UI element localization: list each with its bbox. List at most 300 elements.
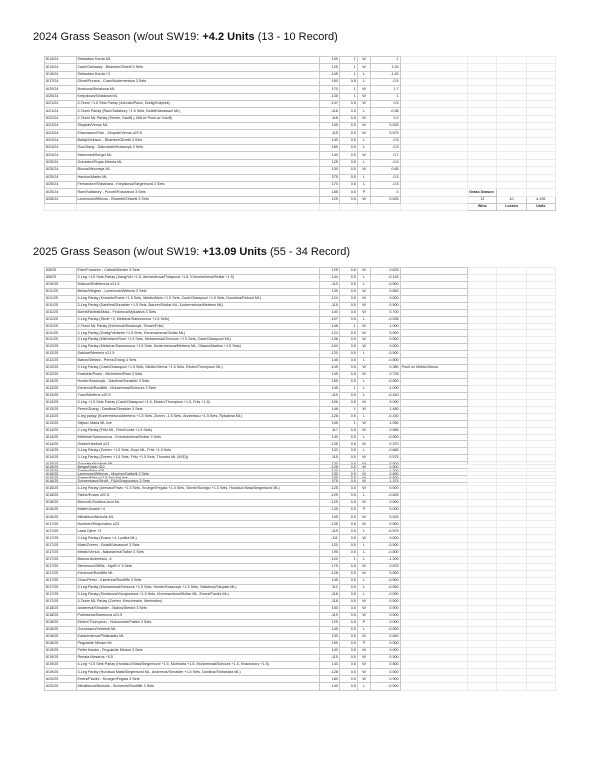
units-risked-cell: 0.5 — [339, 441, 357, 448]
units-risked-cell: 0.5 — [339, 79, 357, 86]
odds-cell: 155 — [319, 379, 339, 386]
empty-cell — [526, 137, 555, 144]
empty-cell — [526, 115, 555, 122]
odds-cell: 125 — [319, 620, 339, 627]
units-risked-cell: 0.5 — [339, 351, 357, 358]
date-cell: 6/11/25 — [45, 302, 77, 309]
date-cell: 6/18/25 — [45, 627, 77, 634]
profit-cell: 0.900 — [371, 676, 400, 683]
units-risked-cell: 0.5 — [339, 584, 357, 591]
result-cell: P — [357, 641, 371, 648]
date-cell: 6/19/25 — [45, 648, 77, 655]
empty-cell — [468, 676, 497, 683]
empty-cell — [497, 79, 526, 86]
empty-cell — [400, 115, 468, 122]
date-cell: 6/18/25 — [45, 620, 77, 627]
empty-cell — [526, 330, 555, 337]
result-cell: W — [357, 323, 371, 330]
table-row — [45, 337, 556, 344]
empty-cell — [468, 500, 497, 507]
units-risked-cell: 0.5 — [339, 358, 357, 365]
empty-cell — [400, 167, 468, 174]
bet-description-cell: 3-Team ML Parlay (Zverev, Kirschmann, Medvedev) — [76, 598, 319, 605]
date-cell: 6/19/25 — [45, 662, 77, 669]
date-cell: 6/17/25 — [45, 563, 77, 570]
units-risked-cell: 0.5 — [339, 549, 357, 556]
date-cell: 6/15/25 — [45, 476, 77, 483]
units-risked-cell: 0.5 — [339, 507, 357, 514]
bet-description-cell: Tiafoe/Evans o22.5 — [76, 493, 319, 500]
empty-cell — [400, 570, 468, 577]
empty-cell — [468, 598, 497, 605]
bet-description-cell: Pellet Hawks - Pegula/de Minaur 3 Sets — [76, 648, 319, 655]
profit-cell: 0.875 — [371, 563, 400, 570]
odds-cell: 145 — [319, 385, 339, 392]
odds-cell: -125 — [319, 486, 339, 493]
odds-cell: -135 — [319, 93, 339, 100]
note-cell — [400, 288, 468, 295]
profit-cell: 1 — [371, 57, 400, 64]
empty-cell — [526, 174, 555, 181]
empty-cell — [468, 281, 497, 288]
empty-cell — [400, 549, 468, 556]
date-cell: 6/28/24 — [45, 196, 77, 203]
units-risked-cell: 0.5 — [339, 427, 357, 434]
date-cell: 6/18/25 — [45, 605, 77, 612]
empty-cell — [526, 507, 555, 514]
odds-cell: 275 — [319, 479, 339, 486]
profit-cell: 0.000 — [371, 507, 400, 514]
empty-cell — [468, 620, 497, 627]
empty-cell — [468, 115, 497, 122]
empty-cell — [497, 174, 526, 181]
empty-cell — [526, 323, 555, 330]
empty-cell — [497, 493, 526, 500]
empty-cell — [468, 181, 497, 188]
odds-cell: 130 — [319, 472, 339, 479]
units-risked-cell: 0.5 — [339, 655, 357, 662]
empty-cell — [497, 676, 526, 683]
table-row — [45, 330, 556, 337]
profit-cell: -0.535 — [371, 316, 400, 323]
empty-cell — [497, 399, 526, 406]
result-cell: W — [357, 268, 371, 275]
bet-description-cell: Lammons/Withrow - Mochez/Dalbelli 3 Sets — [76, 472, 319, 479]
result-cell: W — [357, 337, 371, 344]
result-cell: W — [357, 372, 371, 379]
note-cell — [400, 372, 468, 379]
empty-cell — [526, 669, 555, 676]
empty-cell — [497, 152, 526, 159]
note-cell — [400, 358, 468, 365]
empty-cell — [468, 337, 497, 344]
empty-cell — [497, 189, 526, 196]
date-cell: 6/10/25 — [45, 281, 77, 288]
empty-cell — [526, 152, 555, 159]
empty-cell — [497, 57, 526, 64]
odds-cell: 148 — [319, 406, 339, 413]
date-cell: 6/11/25 — [45, 309, 77, 316]
bet-description-cell: Fernandez/Shibahara - Krejcikova/Siegemund 3 Sets — [76, 181, 319, 188]
result-cell: W — [357, 57, 371, 64]
date-cell: 6/11/25 — [45, 323, 77, 330]
table-row — [45, 591, 556, 598]
result-cell: L — [357, 274, 371, 281]
empty-cell — [468, 101, 497, 108]
empty-cell — [468, 577, 497, 584]
odds-cell: 117 — [319, 427, 339, 434]
bet-description-cell: 3-Leg +1.5 Sets Parlay (Cash/Glasspool +1.5, Ebden/Thompson +1.5, Fritz +1.5) — [76, 399, 319, 406]
note-cell — [400, 323, 468, 330]
empty-cell — [468, 627, 497, 634]
odds-cell: 133 — [319, 448, 339, 455]
empty-cell — [468, 662, 497, 669]
profit-cell: -0.500 — [371, 351, 400, 358]
note-cell — [400, 309, 468, 316]
result-cell: W — [357, 563, 371, 570]
empty-cell — [400, 648, 468, 655]
empty-cell — [468, 556, 497, 563]
empty-cell — [497, 295, 526, 302]
units-risked-cell: 0.5 — [339, 152, 357, 159]
note-cell — [400, 316, 468, 323]
units-risked-cell: 0.5 — [339, 309, 357, 316]
empty-cell — [468, 455, 497, 462]
odds-cell: 140 — [319, 434, 339, 441]
profit-cell: 1.25 — [371, 64, 400, 71]
empty-cell — [526, 358, 555, 365]
note-cell — [400, 413, 468, 420]
date-cell: 6/14/25 — [45, 441, 77, 448]
empty-cell — [497, 455, 526, 462]
empty-cell — [526, 123, 555, 130]
empty-cell — [526, 268, 555, 275]
result-cell: W — [357, 612, 371, 619]
empty-cell — [526, 392, 555, 399]
bet-description-cell: 2-Team +1.5 Sets Parlay (Arevalo/Pavic, Dodig/Krajicek) — [76, 101, 319, 108]
empty-cell — [497, 130, 526, 137]
empty-cell — [497, 648, 526, 655]
profit-cell: -0.440 — [371, 392, 400, 399]
table-row — [45, 627, 556, 634]
table-row — [45, 64, 556, 71]
bet-description-cell: Melichar/Samsonova - Khromacheva/Stollar 3 Sets — [76, 434, 319, 441]
odds-cell: -104 — [319, 344, 339, 351]
empty-cell — [497, 500, 526, 507]
result-cell: W — [357, 476, 371, 483]
table-row — [45, 563, 556, 570]
empty-cell — [468, 295, 497, 302]
empty-cell — [468, 465, 497, 472]
empty-cell — [526, 627, 555, 634]
profit-cell: 0.500 — [371, 500, 400, 507]
summary-units-value: 4.195 — [526, 196, 555, 203]
note-cell — [400, 337, 468, 344]
empty-cell — [400, 634, 468, 641]
profit-cell: -0.665 — [371, 448, 400, 455]
units-risked-cell: 0.5 — [339, 605, 357, 612]
empty-cell — [526, 93, 555, 100]
units-risked-cell: 0.5 — [339, 174, 357, 181]
empty-cell — [400, 465, 468, 472]
empty-cell — [400, 627, 468, 634]
table-row — [45, 434, 556, 441]
date-cell: 6/11/25 — [45, 295, 77, 302]
result-cell: W — [357, 295, 371, 302]
odds-cell: 115 — [319, 455, 339, 462]
result-cell: W — [357, 570, 371, 577]
table-row — [45, 465, 556, 472]
empty-cell — [526, 337, 555, 344]
empty-cell — [468, 108, 497, 115]
empty-cell — [468, 648, 497, 655]
bet-description-cell: 4-Leg Parlay (Kravietz/Puetz +1.5 Sets, Mektic/Melo +1.5 Sets, Cash/Glasspool +1.5 Sets, Doumbia/Reboul ML) — [76, 295, 319, 302]
profit-cell: 0.900 — [371, 648, 400, 655]
profit-cell: 0 — [371, 189, 400, 196]
profit-cell: 0.725 — [371, 372, 400, 379]
empty-cell — [400, 542, 468, 549]
bet-description-cell: Lassi Djere +3 — [76, 528, 319, 535]
profit-cell: 0.650 — [371, 472, 400, 479]
odds-cell: 145 — [319, 577, 339, 584]
table-row — [45, 115, 556, 122]
table-row — [45, 556, 556, 563]
empty-cell — [526, 655, 555, 662]
odds-cell: -111 — [319, 535, 339, 542]
date-cell: 6/23/24 — [45, 123, 77, 130]
profit-cell: 1.7 — [371, 86, 400, 93]
note-cell — [400, 399, 468, 406]
empty-cell — [400, 563, 468, 570]
empty-cell — [526, 302, 555, 309]
units-risked-cell: 0.5 — [339, 281, 357, 288]
odds-cell: 120 — [319, 542, 339, 549]
result-cell: P — [357, 620, 371, 627]
units-risked-cell: 0.5 — [339, 145, 357, 152]
result-cell: W — [357, 302, 371, 309]
table-row — [45, 507, 556, 514]
empty-cell — [526, 365, 555, 372]
profit-cell: -0.126 — [371, 274, 400, 281]
profit-cell: -1.200 — [371, 556, 400, 563]
empty-cell — [468, 441, 497, 448]
empty-cell — [497, 577, 526, 584]
table-row — [45, 302, 556, 309]
bet-description-cell: 4-leg parlay (Kudermetova/Mertens +1.5 Sets, Zverev -1.5 Sets, Andreescu +1.5 Sets, Rybakina ML) — [76, 413, 319, 420]
result-cell: L — [357, 584, 371, 591]
odds-cell: -110 — [319, 392, 339, 399]
empty-cell — [319, 203, 339, 210]
empty-cell — [468, 268, 497, 275]
date-cell: 6/17/25 — [45, 591, 77, 598]
bet-description-cell: 3-Leg Parlay (Hurdaud Mata/Siegemund ML, Andreeva/Shnaider +1.5 Sets, Danilina/Shibahara ML) — [76, 669, 319, 676]
units-risked-cell: 0.5 — [339, 268, 357, 275]
date-cell: 6/15/25 — [45, 469, 77, 476]
empty-cell — [526, 598, 555, 605]
empty-cell — [400, 159, 468, 166]
result-cell: L — [357, 413, 371, 420]
odds-cell: -135 — [319, 521, 339, 528]
empty-cell — [497, 570, 526, 577]
empty-cell — [526, 535, 555, 542]
table-row — [45, 358, 556, 365]
empty-cell — [400, 64, 468, 71]
bet-description-cell: Kalashnikova/Philiadakis ML — [76, 634, 319, 641]
empty-cell — [497, 556, 526, 563]
odds-cell: -120 — [319, 469, 339, 476]
date-cell: 6/13/25 — [45, 406, 77, 413]
empty-cell — [497, 101, 526, 108]
profit-cell: 0.525 — [371, 514, 400, 521]
units-risked-cell: 0.5 — [339, 479, 357, 486]
table-row — [45, 655, 556, 662]
bet-description-cell: 2-Team ML Parlay (Kichenok/Krawczyk, Sinner/Fritz) — [76, 323, 319, 330]
note-cell — [400, 302, 468, 309]
table-row — [45, 641, 556, 648]
result-cell: W — [357, 167, 371, 174]
date-cell: 6/16/25 — [45, 514, 77, 521]
odds-cell: -135 — [319, 441, 339, 448]
empty-cell — [497, 379, 526, 386]
empty-cell — [497, 365, 526, 372]
result-cell: L — [357, 434, 371, 441]
profit-cell: -0.500 — [371, 358, 400, 365]
result-cell: W — [357, 634, 371, 641]
empty-cell — [497, 528, 526, 535]
result-cell: W — [357, 441, 371, 448]
empty-cell — [526, 455, 555, 462]
date-cell: 6/24/24 — [45, 152, 77, 159]
result-cell: W — [357, 472, 371, 479]
table-row — [45, 152, 556, 159]
odds-cell: -118 — [319, 591, 339, 598]
table-row — [45, 662, 556, 669]
empty-cell — [400, 181, 468, 188]
bet-description-cell: Watson/Rolletinova o21.5 — [76, 281, 319, 288]
odds-cell: -106 — [319, 399, 339, 406]
units-risked-cell: 1 — [339, 385, 357, 392]
empty-cell — [497, 159, 526, 166]
table-row — [45, 57, 556, 64]
table-row — [45, 577, 556, 584]
empty-cell — [497, 302, 526, 309]
empty-cell — [468, 605, 497, 612]
date-cell: 6/25/24 — [45, 167, 77, 174]
empty-cell — [76, 203, 319, 210]
date-cell: 6/16/25 — [45, 500, 77, 507]
profit-cell: 0.500 — [371, 476, 400, 483]
empty-cell — [400, 683, 468, 690]
empty-cell — [468, 655, 497, 662]
profit-cell: 1.000 — [371, 323, 400, 330]
units-risked-cell: 1 — [339, 86, 357, 93]
profit-cell: -0.5 — [371, 79, 400, 86]
empty-cell — [497, 521, 526, 528]
summary-losses-label: Losses — [497, 203, 526, 210]
result-cell: L — [357, 281, 371, 288]
units-risked-cell: 1 — [339, 64, 357, 71]
empty-cell — [526, 181, 555, 188]
result-cell: L — [357, 181, 371, 188]
empty-cell — [468, 316, 497, 323]
units-risked-cell: 0.5 — [339, 462, 357, 469]
table-row — [45, 323, 556, 330]
empty-cell — [400, 101, 468, 108]
summary-labels-row — [45, 203, 556, 210]
result-cell: W — [357, 521, 371, 528]
profit-cell: -0.500 — [371, 434, 400, 441]
empty-cell — [468, 392, 497, 399]
date-cell: 6/14/24 — [45, 57, 77, 64]
date-cell: 6/23/24 — [45, 130, 77, 137]
empty-cell — [497, 563, 526, 570]
date-cell: 6/16/25 — [45, 472, 77, 479]
date-cell: 6/13/25 — [45, 385, 77, 392]
empty-cell — [497, 86, 526, 93]
empty-cell — [497, 93, 526, 100]
units-risked-cell: 0.5 — [339, 634, 357, 641]
bet-description-cell: 3-Leg Parlay (Melichar/Samsonova +1.5 Sets, Kudermetova/Mertens ML, Olasso/Martins +1.5 Sets) — [76, 344, 319, 351]
units-risked-cell: 0.5 — [339, 115, 357, 122]
empty-cell — [468, 507, 497, 514]
units-risked-cell: 0.5 — [339, 316, 357, 323]
date-cell: 6/16/24 — [45, 71, 77, 78]
date-cell: 6/17/25 — [45, 528, 77, 535]
result-cell: W — [357, 605, 371, 612]
odds-cell: -128 — [319, 669, 339, 676]
bet-description-cell: Berga/Diallo o22 — [76, 465, 319, 472]
season-2024-title-prefix: 2024 Grass Season (w/out SW19: — [33, 31, 203, 43]
summary-losses-value: 10 — [497, 196, 526, 203]
profit-cell: -0.5 — [371, 174, 400, 181]
empty-cell — [468, 563, 497, 570]
profit-cell: 0.370 — [371, 441, 400, 448]
season-2025-units: +13.09 Units — [202, 246, 267, 258]
profit-cell: 1.050 — [371, 420, 400, 427]
date-cell: 6/13/25 — [45, 413, 77, 420]
empty-cell — [497, 309, 526, 316]
date-cell: 6/12/25 — [45, 372, 77, 379]
units-risked-cell: 0.5 — [339, 108, 357, 115]
bet-description-cell: Gonzalez/Krajicek ML — [76, 462, 319, 469]
empty-cell — [468, 448, 497, 455]
empty-cell — [497, 372, 526, 379]
result-cell: W — [357, 514, 371, 521]
profit-cell: 0.800 — [371, 662, 400, 669]
empty-cell — [497, 281, 526, 288]
profit-cell: -0.625 — [371, 493, 400, 500]
odds-cell: -128 — [319, 570, 339, 577]
empty-cell — [526, 648, 555, 655]
result-cell: L — [357, 528, 371, 535]
empty-cell — [526, 556, 555, 563]
empty-cell — [468, 323, 497, 330]
profit-cell: 0.7 — [371, 152, 400, 159]
profit-cell: 0.500 — [371, 337, 400, 344]
result-cell: W — [357, 101, 371, 108]
bet-description-cell: Burrel/Nedrati/Maia - Fedotova/Mykaleva 3 Sets — [76, 309, 319, 316]
empty-cell — [497, 542, 526, 549]
date-cell: 6/20/25 — [45, 683, 77, 690]
note-cell — [400, 406, 468, 413]
table-row — [45, 123, 556, 130]
empty-cell — [400, 123, 468, 130]
date-cell: 6/19/25 — [45, 669, 77, 676]
result-cell: L — [357, 351, 371, 358]
profit-cell: -0.500 — [371, 281, 400, 288]
odds-cell: -145 — [319, 365, 339, 372]
units-risked-cell: 1 — [339, 71, 357, 78]
